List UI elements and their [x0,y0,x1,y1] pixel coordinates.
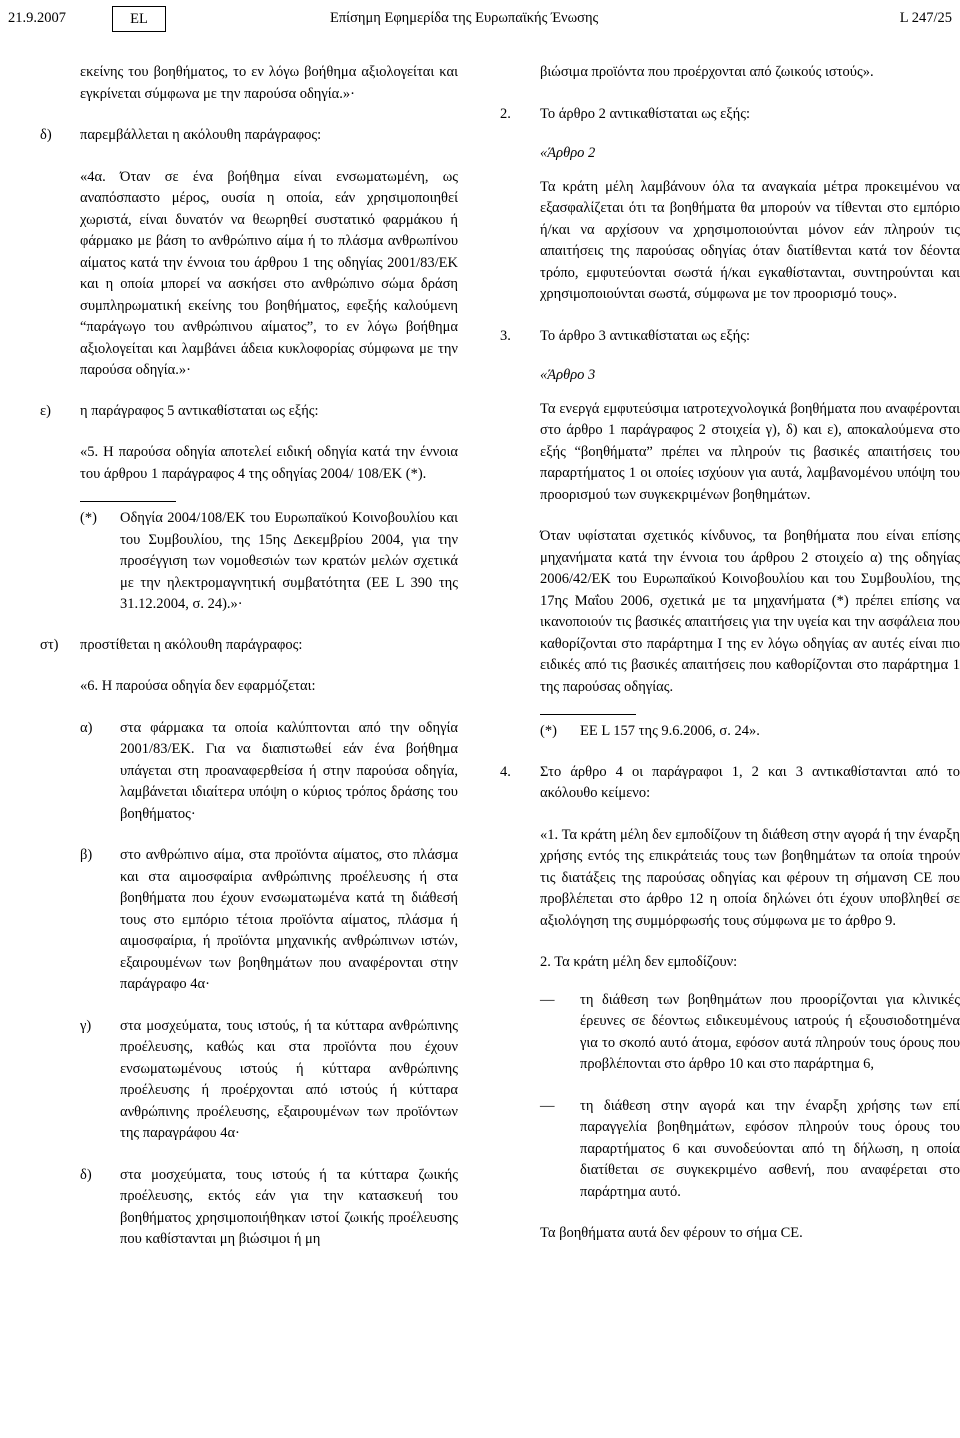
sub-item-g-text: στα μοσχεύματα, τους ιστούς, ή τα κύτταρα ανθρώπινης προέλευσης, καθώς και στα προϊόντα που έχουν ενσωματωμένους ιστούς ή κύτταρα ανθρώπινης προέλευσης ή προέρχονται από ιστούς ή κύτταρα ανθρώπινης προέλευσης, εξαιρουμένων των προϊόντων της παραγράφου 4α· [120,1017,458,1141]
sub-item-b [80,845,458,996]
footnote-marker: (*) [540,723,557,739]
point-4-label: 4. [500,763,511,780]
article-3-title: «Άρθρο 3 [540,367,596,383]
footnote-rule [540,714,636,715]
intro-paragraph: εκείνης του βοηθήματος, το εν λόγω βοήθημα αξιολογείται και εγκρίνεται σύμφωνα με την παρούσα οδηγία.»· [80,64,458,102]
dash-item-2-text: τη διάθεση στην αγορά και την έναρξη χρήσης των επί παραγγελία βοηθημάτων, εφόσον πληρούν τους όρους του παραρτήματος 6 και συνοδεύονται από τη δήλωση, η οποία διατίθεται σε συγκεκριμένο ασθενή, που αναφέρεται στο παράρτημα αυτό. [580,1097,960,1200]
article-2-title: «Άρθρο 2 [540,145,596,161]
dash-item-2-marker: — [540,1097,555,1114]
article-3-paragraph-2: Όταν υφίσταται σχετικός κίνδυνος, τα βοηθήματα που είναι επίσης μηχανήματα κατά την έννοια του άρθρου 2 στοιχείο α) της οδηγίας 2006/42/ΕΚ του Ευρωπαϊκού Κοινοβουλίου και του Συμβουλίου, της 17ης Μαΐου 2006, σχετικά με τα μηχανήματα (*) πρέπει επίσης να ικανοποιούν τις βασικές απαιτήσεις για την υγεία και την ασφάλεια που καθορίζονται στο παράρτημα I της εν λόγω οδηγίας αν αυτές είναι πιο ειδικές από τις βασικές απαιτήσεις που καθορίζονται στο παράρτημα 1 της παρούσας οδηγίας. [540,528,960,695]
sub-item-d-text: στα μοσχεύματα, τους ιστούς ή τα κύτταρα ζωικής προέλευσης, εκτός εάν για την κατασκευή του βοηθήματος χρησιμοποιήθηκαν ιστοί ζωικής προέλευσης που καθίστανται μη βιώσιμοι ή μη [120,1166,458,1247]
footnote-rule [80,501,176,502]
footnote-text: Οδηγία 2004/108/ΕΚ του Ευρωπαϊκού Κοινοβουλίου και του Συμβουλίου, της 15ης Δεκεμβρίου 2004, για την προσέγγιση των νομοθεσιών των κρατών μελών σχετικά με την ηλεκτρομαγνητική συμβατότητα (ΕΕ L 390 της 31.12.2004, σ. 24).»· [120,510,458,612]
closing-sentence: Τα βοηθήματα αυτά δεν φέρουν το σήμα CE. [540,1225,803,1241]
right-column [500,62,960,1245]
journal-title: Επίσημη Εφημερίδα της Ευρωπαϊκής Ένωσης [330,10,599,26]
article-2-text: Τα κράτη μέλη λαμβάνουν όλα τα αναγκαία μέτρα προκειμένου να εξασφαλίζεται ότι τα βοηθήματα θα μπορούν να τίθενται στο εμπόριο ή/και να αρχίσουν να χρησιμοποιούνται μόνον εάν πληρούν τις απαιτήσεις της παρούσας οδηγίας όταν διατίθενται κατά τον δέοντα τρόπο, εμφυτεύονται σωστά ή/και εγκαθίστανται, συντηρούνται και χρησιμοποιούνται σωστά, σύμφωνα με τον προορισμό τους». [540,178,960,302]
item-d [40,125,458,147]
continuation-paragraph: βιώσιμα προϊόντα που προέρχονται από ζωικούς ιστούς». [540,64,874,80]
sub-item-d-label: δ) [80,1166,92,1183]
sub-item-b-label: β) [80,847,93,863]
item-e-text: η παράγραφος 5 αντικαθίσταται ως εξής: [80,402,319,419]
point-4-text: Στο άρθρο 4 οι παράγραφοι 1, 2 και 3 αντικαθίστανται από το ακόλουθο κείμενο: [540,763,960,801]
dash-item-1 [540,990,960,1076]
footnote-2006-42 [540,721,960,743]
point-3-label: 3. [500,327,511,344]
item-st [40,635,458,657]
publication-date: 21.9.2007 [8,10,66,26]
sub-item-d [80,1165,458,1251]
item-st-text: προστίθεται η ακόλουθη παράγραφος: [80,636,303,653]
footnote-2004-108 [80,508,458,616]
dash-item-1-marker: — [540,991,555,1008]
dash-item-2 [540,1096,960,1204]
item-e [40,401,458,423]
point-2-label: 2. [500,105,511,122]
footnote-text: ΕΕ L 157 της 9.6.2006, σ. 24». [580,723,760,739]
page-reference: L 247/25 [899,10,952,26]
point-3 [500,326,960,348]
point-2-text: Το άρθρο 2 αντικαθίσταται ως εξής: [540,105,751,122]
article-3-paragraph-1: Τα ενεργά εμφυτεύσιμα ιατροτεχνολογικά βοηθήματα που αναφέρονται στο άρθρο 1 παράγραφος 2 στοιχεία γ), δ) και ε), αποκαλούμενα στο εξής “βοηθήματα” πρέπει να πληρούν τις βασικές απαιτήσεις του παραρτήματος 1 οι οποίες ισχύουν για αυτά, λαμβανομένου υπόψη του προορισμού των συγκεκριμένων βοηθημάτων. [540,400,960,503]
sub-item-g-label: γ) [80,1017,92,1034]
sub-item-a-text: στα φάρμακα τα οποία καλύπτονται από την οδηγία 2001/83/ΕΚ. Για να διαπιστωθεί εάν ένα βοήθημα υπάγεται στη προαναφερθείσα ή στην παρούσα οδηγία, λαμβάνεται ιδιαίτερα υπόψη ο κύριος τρόπος δράσης του βοηθήματος· [120,719,458,822]
paragraph-4a: «4α. Όταν σε ένα βοήθημα είναι ενσωματωμένη, ως αναπόσπαστο μέρος, ουσία η οποία, εάν χρησιμοποιηθεί χωριστά, είναι δυνατόν να θεωρηθεί συστατικό φαρμάκου ή φάρμακο με βάση το ανθρώπινο αίμα ή το πλάσμα ανθρωπίνου αίματος κατά την έννοια του άρθρου 1 της οδηγίας 2001/83/ΕΚ και η οποία μπορεί να ασκήσει στο ανθρώπινο σώμα δράση συμπληρωματική εκείνης του βοηθήματος, εφεξής καλούμενη “παράγωγο του ανθρώπινου αίματος”, το εν λόγω βοήθημα αξιολογείται και λαμβάνει άδεια κυκλοφορίας σύμφωνα με την παρούσα οδηγία.»· [80,168,458,378]
sub-item-a-label: α) [80,719,93,736]
footnote-marker: (*) [80,510,97,526]
sub-item-g [80,1016,458,1145]
paragraph-4-1: «1. Τα κράτη μέλη δεν εμποδίζουν τη διάθεση στην αγορά ή την έναρξη χρήσης εντός της επικράτειάς τους των βοηθημάτων τα οποία τηρούν τις διατάξεις της παρούσας οδηγίας και φέρουν τη σήμανση CE που προβλέπεται στο άρθρο 12 η οποία δηλώνει ότι έχουν υποβληθεί σε αξιολόγηση της συμμόρφωσής τους σύμφωνα με το άρθρο 9. [540,826,960,929]
language-badge: EL [112,6,166,32]
sub-item-a [80,718,458,826]
point-2 [500,104,960,126]
point-3-text: Το άρθρο 3 αντικαθίσταται ως εξής: [540,327,751,344]
item-d-text: παρεμβάλλεται η ακόλουθη παράγραφος: [80,127,322,143]
item-st-label: στ) [40,636,59,653]
paragraph-4-2: 2. Τα κράτη μέλη δεν εμποδίζουν: [540,954,738,970]
page-header [0,6,960,32]
item-d-label: δ) [40,127,52,143]
paragraph-6: «6. Η παρούσα οδηγία δεν εφαρμόζεται: [80,678,316,694]
sub-item-b-text: στο ανθρώπινο αίμα, στα προϊόντα αίματος, στο πλάσμα και στα αιμοσφαίρια ανθρώπινης προέλευσης ή στα βοηθήματα που έχουν ενσωματωμένα κατά τη διάθεσή τους στο εμπόριο τέτοια προϊόντα αίματος, πλάσμα ή αιμοσφαίρια, ή προϊόντα μηχανικής ανθρώπινων ιστών, εξαιρουμένων των βοηθημάτων που αναφέρονται στην παράγραφο 4α· [120,847,458,992]
item-e-label: ε) [40,402,51,419]
left-column [40,62,458,1251]
paragraph-5: «5. Η παρούσα οδηγία αποτελεί ειδική οδηγία κατά την έννοια του άρθρου 1 παράγραφος 4 της οδηγίας 2004/ 108/ΕΚ (*). [80,444,458,482]
point-4 [500,762,960,805]
dash-item-1-text: τη διάθεση των βοηθημάτων που προορίζονται για κλινικές έρευνες σε δέοντως ειδικευμένους ιατρούς ή εξουσιοδοτημένα για το σκοπό αυτό άτομα, εφόσον αυτά πληρούν τους όρους που προβλέπονται στο άρθρο 10 και στο παράρτημα 6, [580,991,960,1072]
